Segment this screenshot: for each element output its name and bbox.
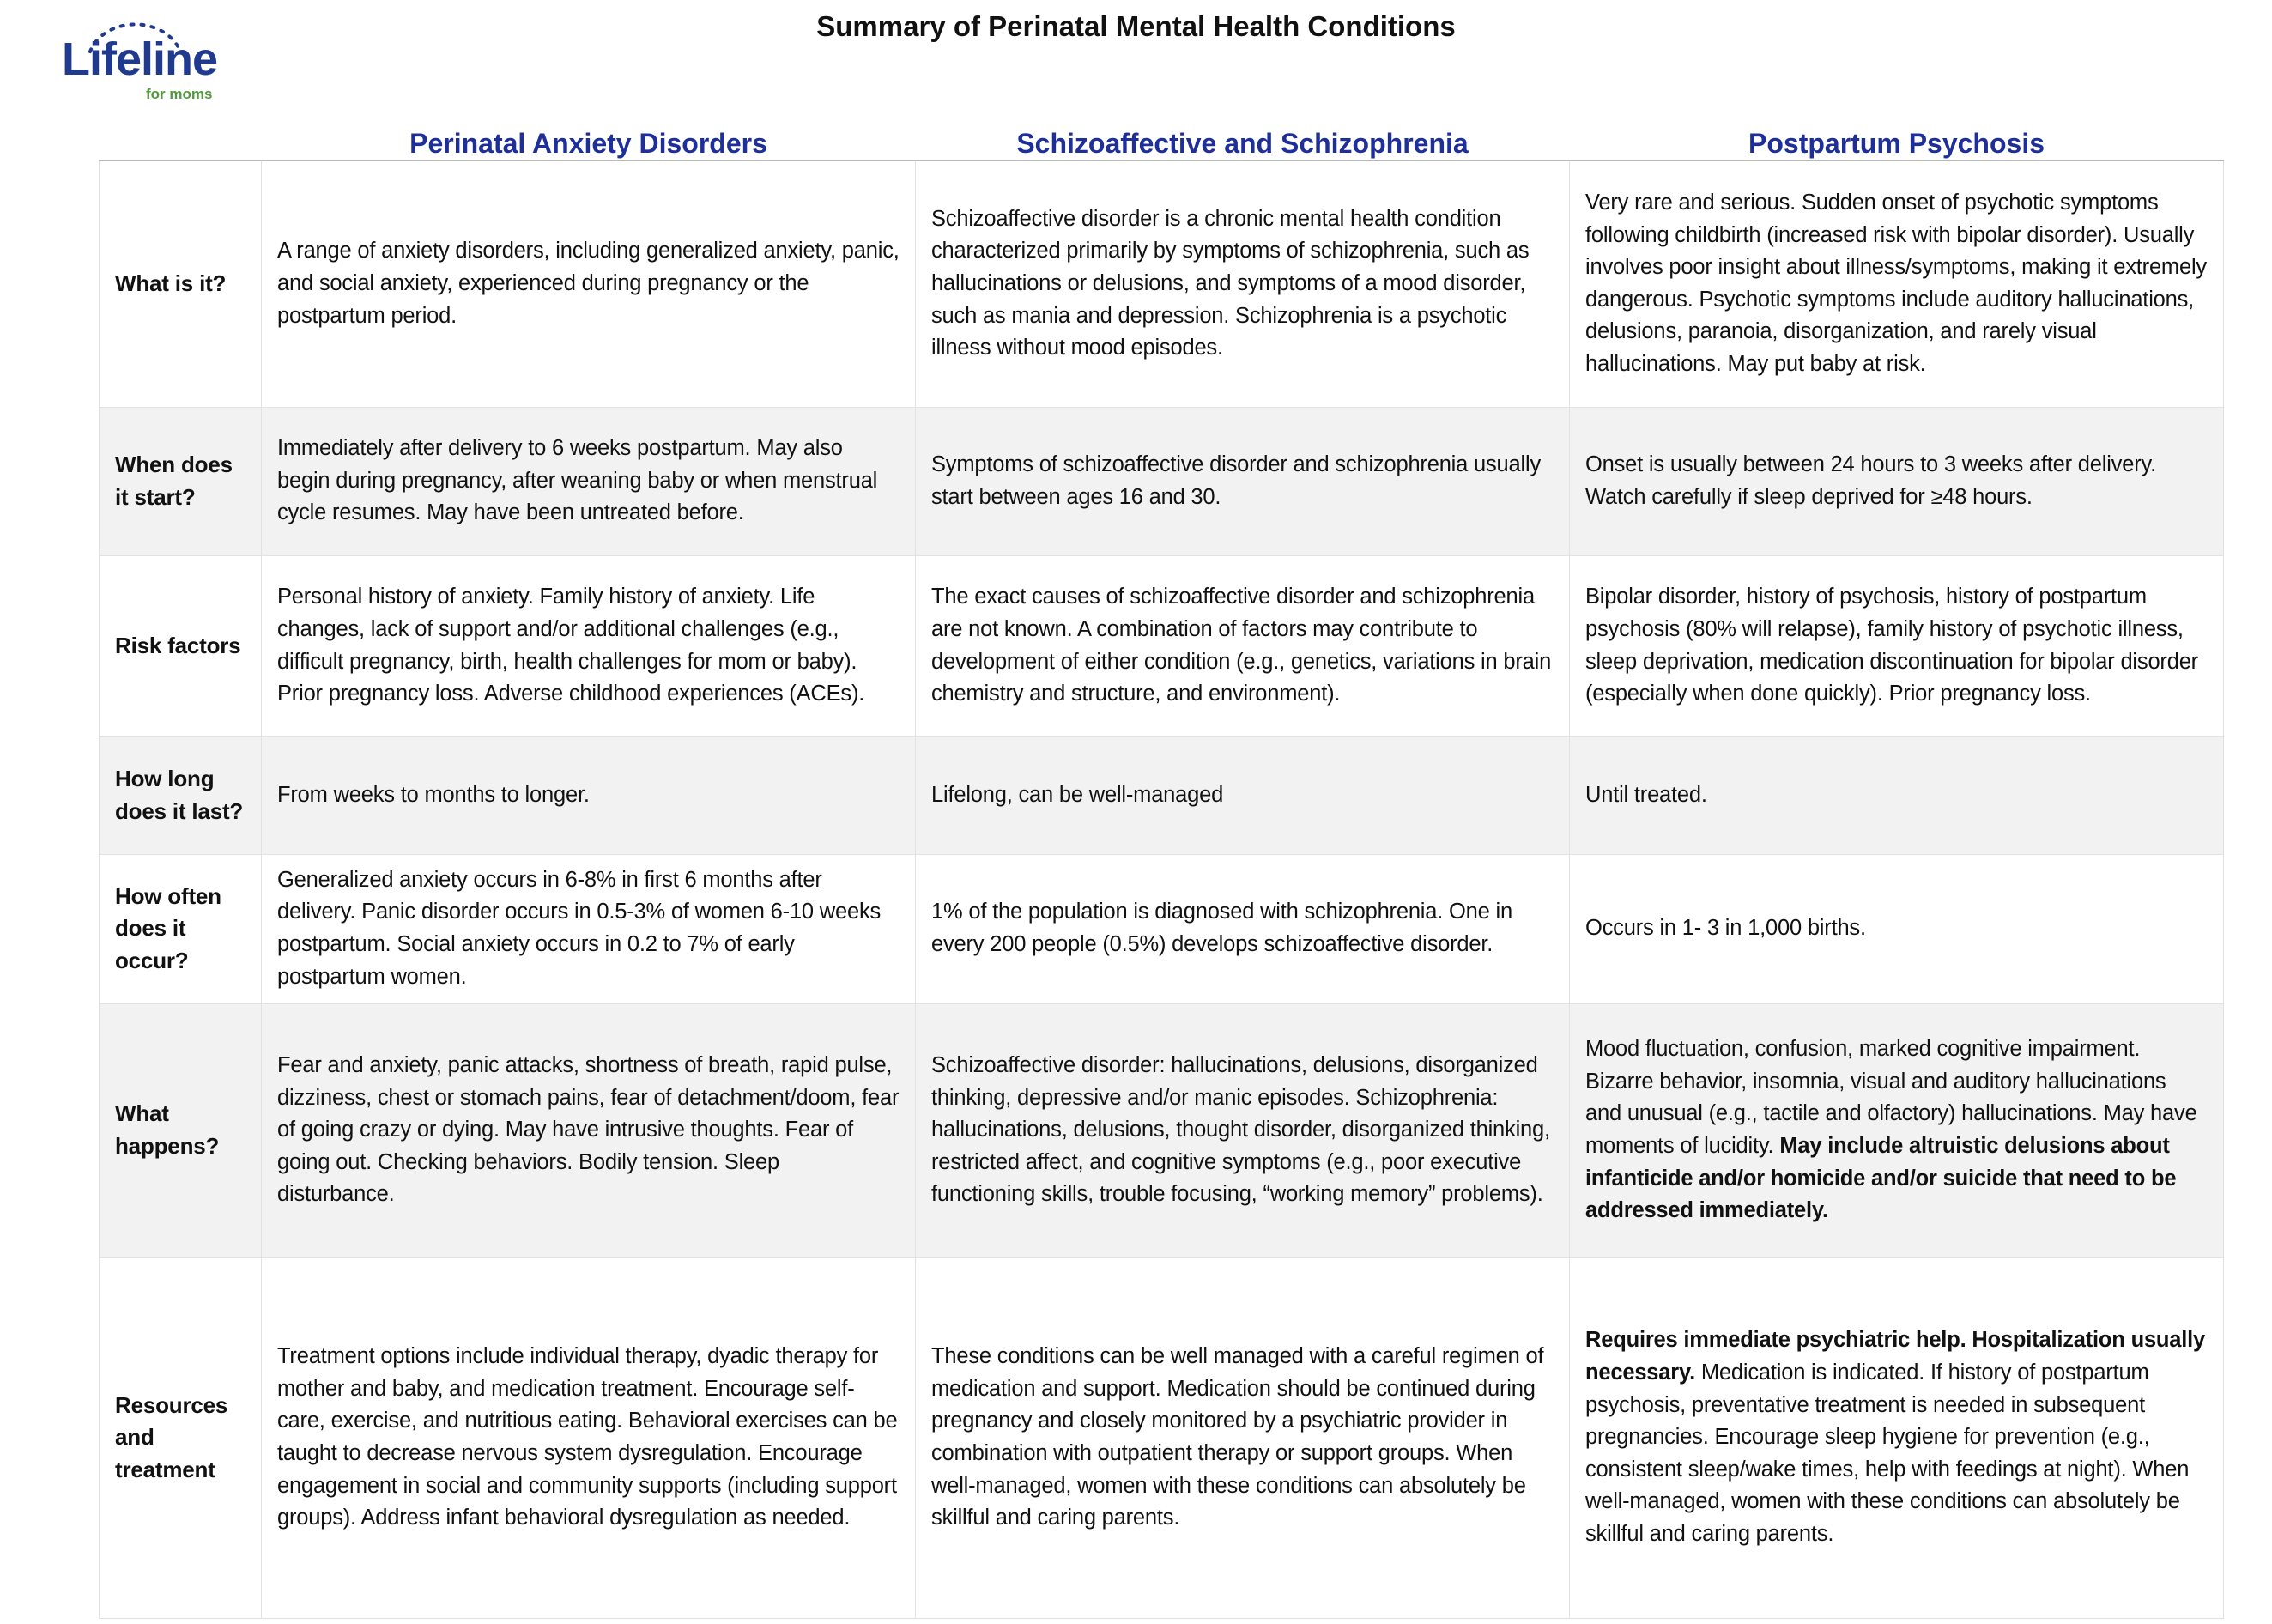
table-row bbox=[100, 736, 2224, 854]
table-row bbox=[100, 1257, 2224, 1618]
header-blank bbox=[100, 120, 262, 161]
cell: Schizoaffective disorder: hallucinations, delusions, disorganized thinking, depressive and/or manic episodes. Schizophrenia: hallucinations, delusions, thought disorder, disorganized thinking, restricted affect, and cognitive symptoms (e.g., poor executive functioning skills, trouble focusing, “working memory” problems). bbox=[916, 1003, 1570, 1257]
row-label: What is it? bbox=[100, 161, 262, 407]
row-label: How long does it last? bbox=[100, 736, 262, 854]
cell: Bipolar disorder, history of psychosis, history of postpartum psychosis (80% will relapse), family history of psychotic illness, sleep deprivation, medication discontinuation for bipolar disorder (especially when done quickly). Prior pregnancy loss. bbox=[1570, 555, 2224, 736]
cell: Fear and anxiety, panic attacks, shortness of breath, rapid pulse, dizziness, chest or stomach pains, fear of detachment/doom, fear of going crazy or dying. May have intrusive thoughts. Fear of going out. Checking behaviors. Bodily tension. Sleep disturbance. bbox=[262, 1003, 916, 1257]
row-label: How often does it occur? bbox=[100, 854, 262, 1003]
table-row bbox=[100, 555, 2224, 736]
table-row bbox=[100, 854, 2224, 1003]
header-row bbox=[100, 120, 2224, 161]
page-title: Summary of Perinatal Mental Health Conditions bbox=[816, 10, 1456, 42]
logo-wordmark: Lifeline bbox=[62, 33, 218, 85]
cell: Immediately after delivery to 6 weeks postpartum. May also begin during pregnancy, after weaning baby or when menstrual cycle resumes. May have been untreated before. bbox=[262, 407, 916, 555]
cell: Symptoms of schizoaffective disorder and schizophrenia usually start between ages 16 and 30. bbox=[916, 407, 1570, 555]
cell-warning-text: Requires immediate psychiatric help. Hospitalization usually necessary. bbox=[1585, 1328, 2206, 1385]
cell: Until treated. bbox=[1570, 736, 2224, 854]
cell: These conditions can be well managed with a careful regimen of medication and support. Medication should be continued during pregnancy and closely monitored by a psychiatric provider in combination with outpatient therapy or support groups. When well-managed, women with these conditions can absolutely be skillful and caring parents. bbox=[916, 1257, 1570, 1618]
cell: Lifelong, can be well-managed bbox=[916, 736, 1570, 854]
cell: Very rare and serious. Sudden onset of psychotic symptoms following childbirth (increased risk with bipolar disorder). Usually involves poor insight about illness/symptoms, making it extremely dangerous. Psychotic symptoms include auditory hallucinations, delusions, paranoia, disorganization, and rarely visual hallucinations. May put baby at risk. bbox=[1570, 161, 2224, 407]
table-row bbox=[100, 407, 2224, 555]
cell: Personal history of anxiety. Family history of anxiety. Life changes, lack of support and/or additional challenges (e.g., difficult pregnancy, birth, health challenges for mom or baby). Prior pregnancy loss. Adverse childhood experiences (ACEs). bbox=[262, 555, 916, 736]
cell: Occurs in 1- 3 in 1,000 births. bbox=[1570, 854, 2224, 1003]
row-label: Resources and treatment bbox=[100, 1257, 262, 1618]
cell: Schizoaffective disorder is a chronic mental health condition characterized primarily by symptoms of schizophrenia, such as hallucinations or delusions, and symptoms of a mood disorder, such as mania and depression. Schizophrenia is a psychotic illness without mood episodes. bbox=[916, 161, 1570, 407]
conditions-table bbox=[99, 120, 2224, 1619]
cell: From weeks to months to longer. bbox=[262, 736, 916, 854]
cell: Onset is usually between 24 hours to 3 weeks after delivery. Watch carefully if sleep deprived for ≥48 hours. bbox=[1570, 407, 2224, 555]
cell: A range of anxiety disorders, including generalized anxiety, panic, and social anxiety, experienced during pregnancy or the postpartum period. bbox=[262, 161, 916, 407]
cell bbox=[1570, 1003, 2224, 1257]
cell-text: Mood fluctuation, confusion, marked cognitive impairment. Bizarre behavior, insomnia, visual and auditory hallucinations and unusual (e.g., tactile and olfactory) hallucinations. May have moments of lucidity. bbox=[1585, 1037, 2197, 1158]
row-label: When does it start? bbox=[100, 407, 262, 555]
cell-warning-text: May include altruistic delusions about infanticide and/or homicide and/or suicide that need to be addressed immediately. bbox=[1585, 1134, 2177, 1223]
column-header: Schizoaffective and Schizophrenia bbox=[916, 120, 1570, 161]
cell: 1% of the population is diagnosed with schizophrenia. One in every 200 people (0.5%) develops schizoaffective disorder. bbox=[916, 854, 1570, 1003]
logo-tagline: for moms bbox=[146, 86, 213, 102]
cell: Generalized anxiety occurs in 6-8% in first 6 months after delivery. Panic disorder occurs in 0.5-3% of women 6-10 weeks postpartum. Social anxiety occurs in 0.2 to 7% of early postpartum women. bbox=[262, 854, 916, 1003]
cell: Treatment options include individual therapy, dyadic therapy for mother and baby, and medication treatment. Encourage self-care, exercise, and nutritious eating. Behavioral exercises can be taught to decrease nervous system dysregulation. Encourage engagement in social and community supports (including support groups). Address infant behavioral dysregulation as needed. bbox=[262, 1257, 916, 1618]
row-label: Risk factors bbox=[100, 555, 262, 736]
cell-text: Medication is indicated. If history of postpartum psychosis, preventative treatment is needed in subsequent pregnancies. Encourage sleep hygiene for prevention (e.g., consistent sleep/wake times, help with feedings at night). When well-managed, women with these conditions can absolutely be skillful and caring parents. bbox=[1585, 1360, 2190, 1546]
column-header: Perinatal Anxiety Disorders bbox=[262, 120, 916, 161]
column-header: Postpartum Psychosis bbox=[1570, 120, 2224, 161]
cell bbox=[1570, 1257, 2224, 1618]
table-row bbox=[100, 161, 2224, 407]
row-label: What happens? bbox=[100, 1003, 262, 1257]
cell: The exact causes of schizoaffective disorder and schizophrenia are not known. A combination of factors may contribute to development of either condition (e.g., genetics, variations in brain chemistry and structure, and environment). bbox=[916, 555, 1570, 736]
table-row bbox=[100, 1003, 2224, 1257]
